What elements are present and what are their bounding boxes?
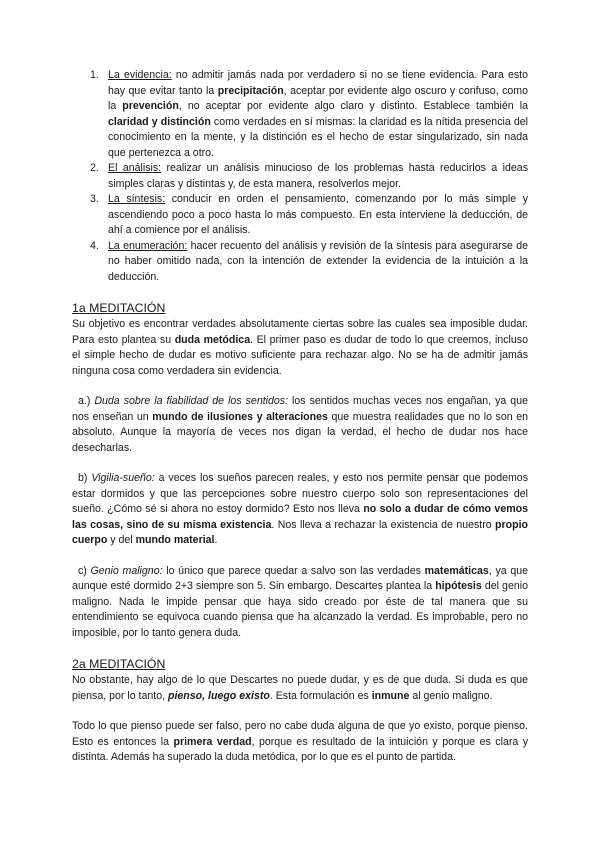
m1-intro-paragraph: Su objetivo es encontrar verdades absolutamente ciertas sobre las cuales sea imposible dudar. Para esto plantea su duda metódica. El primer paso es dudar de todo lo que creemos, incluso el simple hecho de dudar es motivo suficiente para rechazar algo. No se ha de admitir jamás ninguna cosa como verdadera sin evidencia. — [72, 318, 528, 377]
bold-term: claridad y distinción — [108, 115, 211, 128]
rule-text: , no aceptar por evidente algo claro y distinto. Establece también la — [178, 100, 528, 112]
rule-text: hacer recuento del análisis y revisión de la síntesis para asegurarse de no haber omitido nada, con la intención de extender la evidencia de la intuición a la deducción. — [108, 239, 528, 283]
section-heading-2a-meditacion: 2a MEDITACIÓN — [72, 657, 166, 671]
list-number: 3. — [90, 193, 99, 205]
m1-point-c: c) Genio maligno: lo único que parece quedar a salvo son las verdades matemáticas, ya que aunque esté dormido 2+3 siempre son 5. Sin embargo. Descartes plantea la hipótesis del genio maligno. Nada le impide pensar que haya sido creado por éste de tal manera que su entendimiento se equivoca cuando piensa que ha alcanzado la verdad. Es improbable, pero no imposible, por lo tanto genera duda. — [72, 564, 529, 639]
bold-term: precipitación — [217, 84, 284, 97]
m1-point-b: b) Vigilia-sueño: a veces los sueños parecen reales, y esto nos permite pensar que podemos estar dormidos y que las percepciones sobre nuestro cuerpo solo son representaciones del sueño. ¿Cómo sé si ahora no estoy dormido? Esto nos lleva no solo a dudar de cómo vemos las cosas, sino de su misma existencia. Nos lleva a rechazar la existencia de nuestro propio cuerpo y del mundo material. — [72, 472, 528, 546]
m2-paragraph-2: Todo lo que pienso puede ser falso, pero no cabe duda alguna de que yo existo, porque pienso. Esto es entonces la primera verdad, porque es resultado de la intuición y porque es clara y distinta. Además ha superado la duda metódica, por lo que es el punto de partida. — [72, 720, 529, 763]
list-number: 1. — [90, 69, 99, 81]
list-item — [72, 239, 528, 286]
section-heading-1a-meditacion: 1a MEDITACIÓN — [72, 301, 166, 315]
rule-title: La síntesis: — [108, 193, 166, 205]
rule-text: realizar un análisis minucioso de los problemas hasta reducirlos a ideas simples claras y distintas y, de esta manera, resolverlos mejor. — [108, 162, 528, 190]
bold-term: prevención — [122, 100, 179, 112]
rule-title: La evidencia: — [108, 69, 172, 81]
list-item — [72, 161, 528, 192]
m2-paragraph-1: No obstante, hay algo de lo que Descartes no puede dudar, y es de que duda. Si duda es que piensa, por lo tanto, pienso, luego existo. Esta formulación es inmune al genio maligno. — [72, 674, 528, 702]
list-item — [72, 192, 528, 239]
method-rules-list — [72, 68, 528, 285]
list-item — [72, 68, 528, 161]
list-number: 2. — [90, 162, 99, 174]
rule-text: conducir en orden el pensamiento, comenzando por lo más simple y ascendiendo poco a poco hasta lo más compuesto. En esta interviene la deducción, de ahí a comience por el análisis. — [108, 193, 528, 236]
list-number: 4. — [90, 239, 99, 252]
rule-title: La enumeración: — [108, 239, 188, 252]
m1-point-a: a.) Duda sobre la fiabilidad de los sentidos: los sentidos muchas veces nos engañan, ya que nos enseñan un mundo de ilusiones y alteraciones que muestra realidades que no lo son en absoluto. Aunque la mayoría de veces nos digan la verdad, el hecho de dudar nos hace desecharlas. — [72, 395, 528, 454]
rule-text: no admitir jamás nada por verdadero si no se tiene evidencia. Para esto hay que evitar tanto la — [108, 69, 529, 97]
rule-text: , aceptar por evidente algo oscuro y confuso, como la — [108, 84, 529, 112]
rule-title: El análisis: — [108, 162, 162, 174]
document-content — [72, 68, 528, 766]
rule-text: como verdades en sí mismas: la claridad es la nítida presencia del conocimiento en la mente, y la distinción es el hecho de estar singularizado, sin nada que pertenezca a otro. — [108, 115, 528, 159]
